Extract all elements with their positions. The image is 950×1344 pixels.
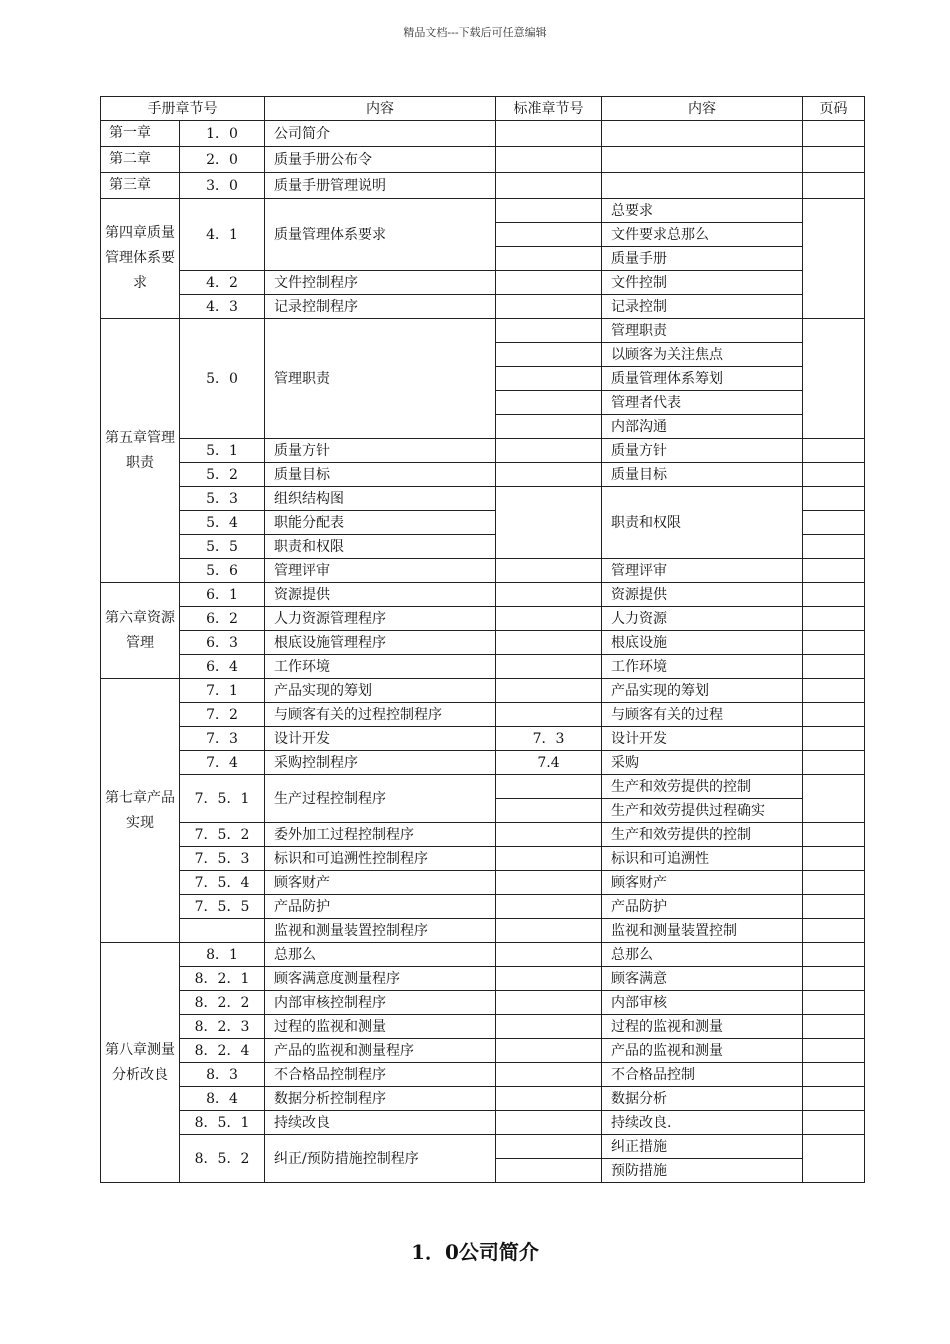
page-cell [803,487,865,511]
std-content: 管理评审 [602,559,803,583]
std-number [496,703,602,727]
std-content: 产品实现的筹划 [602,679,803,703]
section-number: 7．5．1 [180,775,265,823]
section-content: 记录控制程序 [265,295,496,319]
table-row [101,147,865,173]
std-number [496,415,602,439]
std-number [496,1111,602,1135]
std-number [496,1159,602,1183]
std-content: 根底设施 [602,631,803,655]
page-cell [803,1063,865,1087]
section-content: 顾客满意度测量程序 [265,967,496,991]
std-content: 质量方针 [602,439,803,463]
section-number: 1．0 [180,121,265,147]
section-number: 8．2．4 [180,1039,265,1063]
table-row [101,439,865,463]
std-number [496,799,602,823]
std-content: 顾客满意 [602,967,803,991]
section-number: 6．2 [180,607,265,631]
section-content: 内部审核控制程序 [265,991,496,1015]
section-content: 不合格品控制程序 [265,1063,496,1087]
std-content: 产品的监视和测量 [602,1039,803,1063]
col-header: 手册章节号 [101,97,265,121]
section-number: 8．5．1 [180,1111,265,1135]
std-number [496,991,602,1015]
section-number: 5．4 [180,511,265,535]
std-content: 文件控制 [602,271,803,295]
std-content: 纠正措施 [602,1135,803,1159]
section-number: 5．1 [180,439,265,463]
section-content: 产品防护 [265,895,496,919]
page-cell [803,967,865,991]
std-content: 工作环境 [602,655,803,679]
page-cell [803,919,865,943]
section-number: 5．5 [180,535,265,559]
page-cell [803,535,865,559]
section-number [180,919,265,943]
section-content: 质量手册公布令 [265,147,496,173]
chapter-cell: 第七章产品实现 [101,679,180,943]
section-number: 7．5．4 [180,871,265,895]
std-number [496,943,602,967]
std-number [496,1135,602,1159]
table-row [101,655,865,679]
page-cell [803,121,865,147]
section-content: 产品实现的筹划 [265,679,496,703]
std-content: 资源提供 [602,583,803,607]
section-number: 7．5．3 [180,847,265,871]
page-cell [803,1135,865,1183]
section-number: 8．4 [180,1087,265,1111]
section-number: 8．2．1 [180,967,265,991]
section-content: 生产过程控制程序 [265,775,496,823]
std-number: 7．3 [496,727,602,751]
col-header: 内容 [602,97,803,121]
section-content: 工作环境 [265,655,496,679]
std-content: 不合格品控制 [602,1063,803,1087]
std-number [496,295,602,319]
std-content: 设计开发 [602,727,803,751]
section-content: 标识和可追溯性控制程序 [265,847,496,871]
table-row [101,463,865,487]
table-row [101,1135,865,1159]
section-number: 7．2 [180,703,265,727]
std-number [496,463,602,487]
chapter-cell: 第三章 [101,173,180,199]
page-cell [803,631,865,655]
page-cell [803,147,865,173]
page-cell [803,463,865,487]
page-cell [803,511,865,535]
table-row [101,1063,865,1087]
std-number [496,147,602,173]
std-number [496,607,602,631]
section-content: 产品的监视和测量程序 [265,1039,496,1063]
page-cell [803,943,865,967]
table-row [101,1015,865,1039]
std-number [496,775,602,799]
section-number: 3．0 [180,173,265,199]
section-number: 5．3 [180,487,265,511]
col-header: 内容 [265,97,496,121]
std-content [602,147,803,173]
std-content: 文件要求总那么 [602,223,803,247]
page-cell [803,583,865,607]
std-number [496,1063,602,1087]
page-cell [803,703,865,727]
table-row [101,295,865,319]
col-header: 页码 [803,97,865,121]
page-cell [803,679,865,703]
table-row [101,1087,865,1111]
std-number [496,319,602,343]
page-cell [803,727,865,751]
std-number [496,559,602,583]
section-content: 管理评审 [265,559,496,583]
section-content: 持续改良 [265,1111,496,1135]
std-number [496,1039,602,1063]
table-row [101,631,865,655]
page-cell [803,1015,865,1039]
table-row [101,871,865,895]
std-number [496,823,602,847]
page-cell [803,1111,865,1135]
section-content: 总那么 [265,943,496,967]
std-content: 管理职责 [602,319,803,343]
std-number [496,121,602,147]
table-row [101,271,865,295]
page-cell [803,655,865,679]
table-row [101,919,865,943]
table-row [101,199,865,223]
std-content: 持续改良. [602,1111,803,1135]
std-number: 7.4 [496,751,602,775]
table-row [101,1039,865,1063]
std-number [496,631,602,655]
std-content: 预防措施 [602,1159,803,1183]
section-number: 8．2．2 [180,991,265,1015]
section-content: 顾客财产 [265,871,496,895]
std-content: 顾客财产 [602,871,803,895]
std-number [496,391,602,415]
chapter-cell: 第八章测量分析改良 [101,943,180,1183]
std-content: 职责和权限 [602,487,803,559]
section-content: 质量管理体系要求 [265,199,496,271]
section-number: 5．6 [180,559,265,583]
section-number: 4．2 [180,271,265,295]
section-content: 委外加工过程控制程序 [265,823,496,847]
section-content: 数据分析控制程序 [265,1087,496,1111]
std-number [496,1087,602,1111]
section-content: 采购控制程序 [265,751,496,775]
std-content: 内部沟通 [602,415,803,439]
table-row [101,703,865,727]
section-number: 7．3 [180,727,265,751]
std-number [496,871,602,895]
section-content: 设计开发 [265,727,496,751]
page-cell [803,439,865,463]
section-number: 6．3 [180,631,265,655]
chapter-cell: 第六章资源管理 [101,583,180,679]
std-content: 管理者代表 [602,391,803,415]
page-cell [803,823,865,847]
std-content: 数据分析 [602,1087,803,1111]
chapter-cell: 第二章 [101,147,180,173]
std-number [496,343,602,367]
page-cell [803,173,865,199]
page-cell [803,1087,865,1111]
chapter-cell: 第五章管理职责 [101,319,180,583]
table-row [101,967,865,991]
page-cell [803,607,865,631]
section-number: 7．5．2 [180,823,265,847]
std-content: 以顾客为关注焦点 [602,343,803,367]
page-cell [803,1039,865,1063]
section-number: 8．2．3 [180,1015,265,1039]
std-number [496,223,602,247]
section-number: 7．1 [180,679,265,703]
table-row [101,1111,865,1135]
std-number [496,173,602,199]
section-content: 质量方针 [265,439,496,463]
section-content: 过程的监视和测量 [265,1015,496,1039]
std-content: 生产和效劳提供过程确实 [602,799,803,823]
section-content: 根底设施管理程序 [265,631,496,655]
section-content: 人力资源管理程序 [265,607,496,631]
toc-table [100,96,865,1183]
std-number [496,487,602,559]
std-number [496,199,602,223]
std-number [496,583,602,607]
std-number [496,271,602,295]
std-number [496,367,602,391]
page-cell [803,847,865,871]
page-cell [803,751,865,775]
section-number: 7．4 [180,751,265,775]
page-cell [803,775,865,823]
col-header: 标准章节号 [496,97,602,121]
table-row [101,991,865,1015]
section-number: 5．0 [180,319,265,439]
page-cell [803,895,865,919]
table-row [101,751,865,775]
table-row [101,727,865,751]
std-content: 质量手册 [602,247,803,271]
section-content: 纠正/预防措施控制程序 [265,1135,496,1183]
table-row [101,775,865,799]
std-content: 质量目标 [602,463,803,487]
std-content: 内部审核 [602,991,803,1015]
std-number [496,919,602,943]
std-number [496,655,602,679]
table-row [101,943,865,967]
std-content [602,173,803,199]
section-number: 2．0 [180,147,265,173]
std-number [496,679,602,703]
section-content: 职能分配表 [265,511,496,535]
table-row [101,559,865,583]
section-content: 管理职责 [265,319,496,439]
section-content: 质量手册管理说明 [265,173,496,199]
section-number: 7．5．5 [180,895,265,919]
section-content: 文件控制程序 [265,271,496,295]
table-header-row [101,97,865,121]
std-content: 生产和效劳提供的控制 [602,775,803,799]
std-content: 总那么 [602,943,803,967]
table-row [101,319,865,343]
std-content: 采购 [602,751,803,775]
section-content: 职责和权限 [265,535,496,559]
section-number: 8．1 [180,943,265,967]
std-content: 生产和效劳提供的控制 [602,823,803,847]
section-content: 组织结构图 [265,487,496,511]
std-number [496,247,602,271]
section-content: 与顾客有关的过程控制程序 [265,703,496,727]
section-content: 公司简介 [265,121,496,147]
std-number [496,967,602,991]
table-row [101,823,865,847]
std-number [496,895,602,919]
std-content: 标识和可追溯性 [602,847,803,871]
std-number [496,847,602,871]
section-number: 5．2 [180,463,265,487]
table-row [101,847,865,871]
section-content: 监视和测量装置控制程序 [265,919,496,943]
page-cell [803,199,865,319]
page-cell [803,559,865,583]
page-cell [803,319,865,439]
page-cell [803,991,865,1015]
std-content [602,121,803,147]
page-header: 精品文档---下载后可任意编辑 [403,26,547,39]
section-number: 6．4 [180,655,265,679]
section-content: 质量目标 [265,463,496,487]
chapter-cell: 第四章质量管理体系要求 [101,199,180,319]
std-content: 监视和测量装置控制 [602,919,803,943]
table-row [101,607,865,631]
chapter-cell: 第一章 [101,121,180,147]
std-content: 质量管理体系筹划 [602,367,803,391]
std-content: 总要求 [602,199,803,223]
section-number: 8．3 [180,1063,265,1087]
table-row [101,679,865,703]
table-row [101,583,865,607]
section-number: 8．5．2 [180,1135,265,1183]
section-number: 6．1 [180,583,265,607]
std-number [496,439,602,463]
std-number [496,1015,602,1039]
section-title: 1．0公司简介 [411,1240,539,1264]
std-content: 与顾客有关的过程 [602,703,803,727]
table-row [101,121,865,147]
std-content: 记录控制 [602,295,803,319]
table-row [101,173,865,199]
section-number: 4．1 [180,199,265,271]
std-content: 人力资源 [602,607,803,631]
section-number: 4．3 [180,295,265,319]
std-content: 产品防护 [602,895,803,919]
section-content: 资源提供 [265,583,496,607]
std-content: 过程的监视和测量 [602,1015,803,1039]
table-row [101,895,865,919]
table-row [101,487,865,511]
page-cell [803,871,865,895]
